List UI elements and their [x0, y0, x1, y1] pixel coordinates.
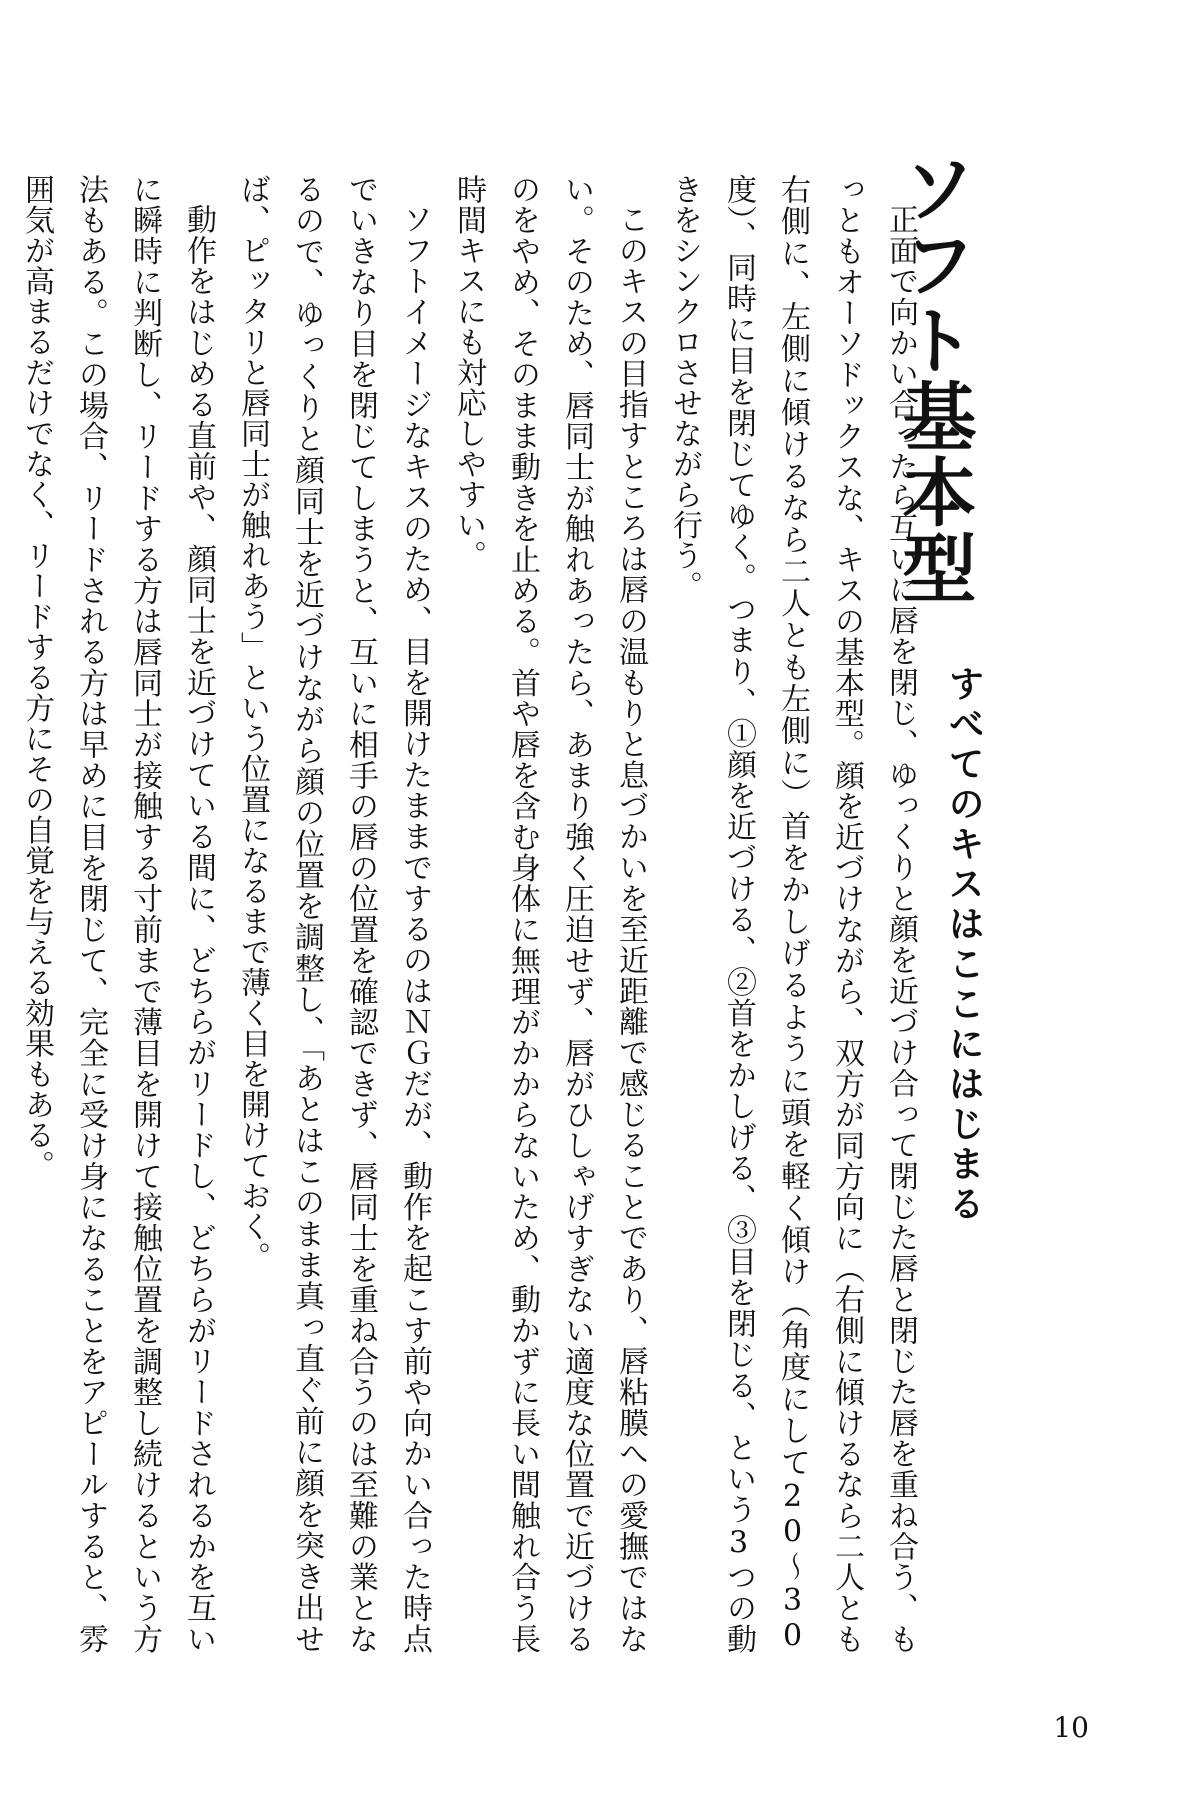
section-title: ソフト基本型	[890, 150, 977, 606]
paragraph-2: このキスの目指すところは唇の温もりと息づかいを至近距離で感じることであり、唇粘膜への愛撫ではない。そのため、唇同士が触れあったら、あまり強く圧迫せず、唇がひしゃげすぎない適度な位置で近づけるのをやめ、そのまま動きを止める。首や唇を含む身体に無理がかからないため、動かずに長い間触れ合う長時間キスにも対応しやすい。	[451, 174, 648, 1655]
paragraph-3: ソフトイメージなキスのため、目を開けたままでするのはＮＧだが、動作を起こす前や向かい合った時点でいきなり目を閉じてしまうと、互いに相手の唇の位置を確認できず、唇同士を重ね合うのは至難の業となるので、ゆっくりと顔同士を近づけながら顔の位置を調整し、「あとはこのまま真っ直ぐ前に顔を突き出せば、ピッタリと唇同士が触れあう」という位置になるまで薄く目を開けておく。	[235, 174, 432, 1655]
body-text	[19, 174, 927, 1655]
paragraph-1: 正面で向かい合ったら互いに唇を閉じ、ゆっくりと顔を近づけ合って閉じた唇と閉じた唇を重ね合う、もっともオーソドックスな、キスの基本型。顔を近づけながら、双方が同方向に（右側に傾けるなら二人とも右側に、左側に傾けるなら二人とも左側に）首をかしげるように頭を軽く傾け（角度にして20〜30度）、同時に目を閉じてゆく。つまり、①顔を近づける、②首をかしげる、③目を閉じる、という3つの動きをシンクロさせながら行う。	[667, 174, 918, 1655]
paragraph-4: 動作をはじめる直前や、顔同士を近づけている間に、どちらがリードし、どちらがリードされるかを互いに瞬時に判断し、リードする方は唇同士が接触する寸前まで薄目を開けて接触位置を調整し続けるという方法もある。この場合、リードされる方は早めに目を閉じて、完全に受け身になることをアピールすると、雰囲気が高まるだけでなく、リードする方にその自覚を与える効果もある。	[19, 174, 216, 1655]
section-subtitle: すべてのキスはここにはじまる	[943, 665, 985, 1225]
page-number: 10	[1053, 1711, 1089, 1744]
